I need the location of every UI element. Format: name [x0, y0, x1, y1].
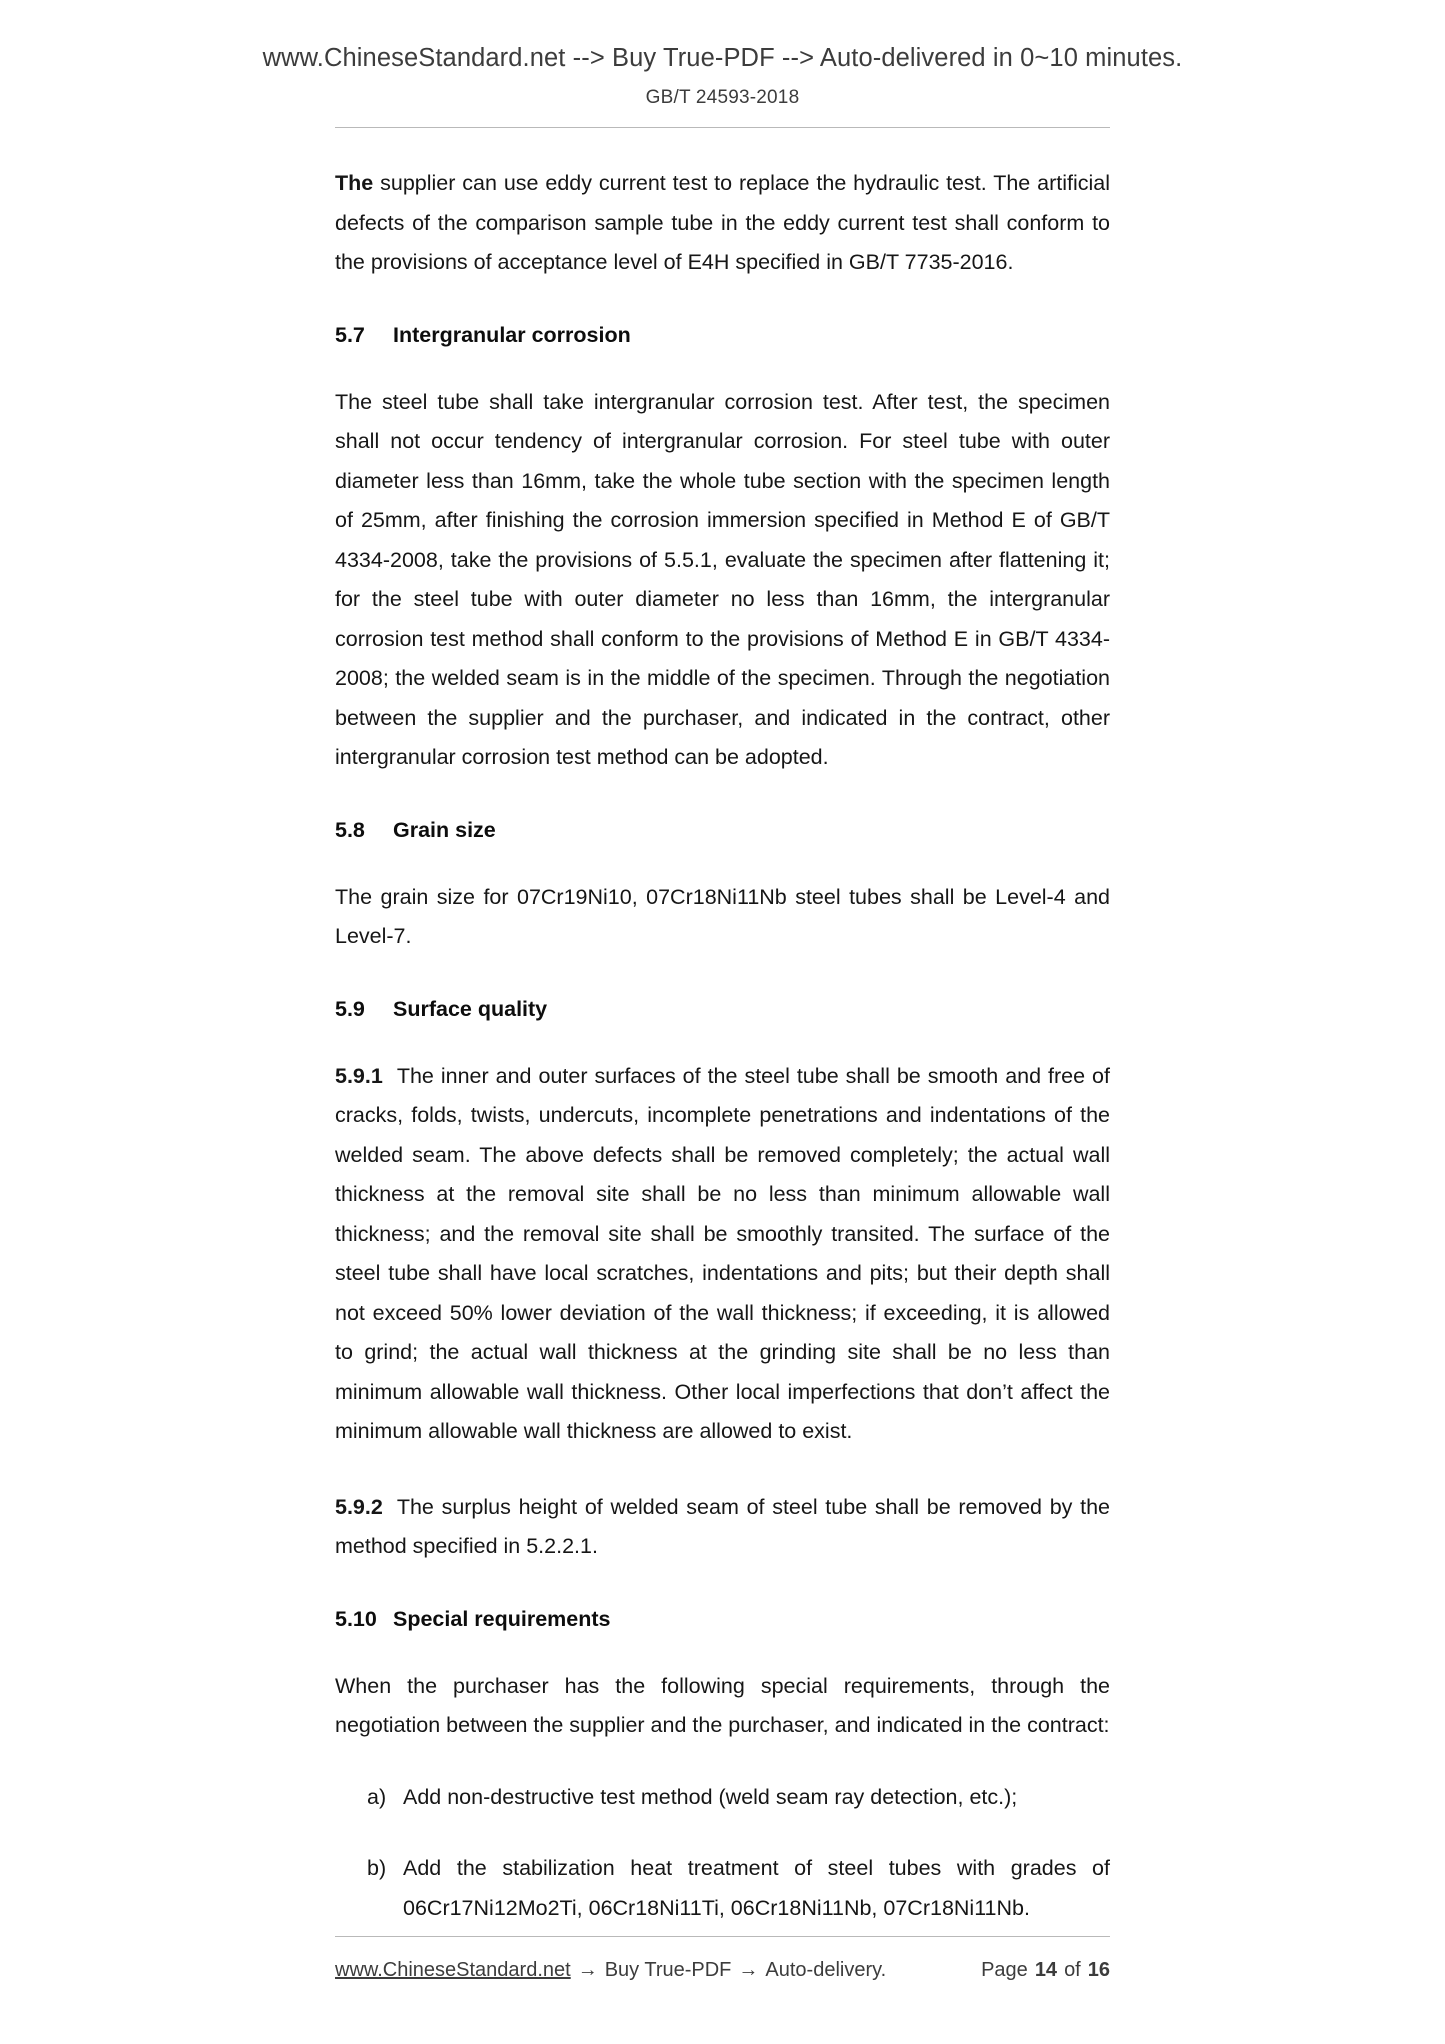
list-item [367, 1778, 1110, 1818]
heading-5-9-title: Surface quality [393, 996, 548, 1021]
clause-5-9-1-text: The inner and outer surfaces of the steel tube shall be smooth and free of cracks, folds, twists, undercuts, incomplete penetrations and indentations of the welded seam. The above defects shall be removed completely; the actual wall thickness at the removal site shall be no less than minimum allowable wall thickness; and the removal site shall be smoothly transited. The surface of the steel tube shall have local scratches, indentations and pits; but their depth shall not exceed 50% lower deviation of the wall thickness; if exceeding, it is allowed to grind; the actual wall thickness at the grinding site shall be no less than minimum allowable wall thickness. Other local imperfections that don’t affect the minimum allowable wall thickness are allowed to exist. [335, 1063, 1110, 1443]
heading-5-7-title: Intergranular corrosion [393, 322, 631, 347]
standard-code: GB/T 24593-2018 [645, 87, 800, 108]
of-label: of [1064, 1959, 1081, 1981]
intro-rest: supplier can use eddy current test to replace the hydraulic test. The artificial defects of the comparison sample tube in the eddy current test shall conform to the provisions of acceptance level of E4H specified in GB/T 7735-2016. [335, 171, 1110, 274]
promo-banner: www.ChineseStandard.net --> Buy True-PDF --> Auto-delivered in 0~10 minutes. [262, 44, 1183, 72]
page-label: Page [981, 1959, 1028, 1981]
heading-5-10-number: 5.10 [335, 1606, 377, 1631]
clause-5-9-2-text: The surplus height of welded seam of steel tube shall be removed by the method specified in 5.2.2.1. [335, 1494, 1110, 1558]
heading-5-9 [335, 993, 1110, 1025]
total-pages: 16 [1087, 1959, 1110, 1981]
heading-5-7-number: 5.7 [335, 322, 365, 347]
heading-5-7 [335, 319, 1110, 351]
list-marker-a: a) [367, 1784, 387, 1809]
page-footer [0, 1936, 1445, 1982]
footer-promo [335, 1959, 947, 1982]
heading-5-8-title: Grain size [393, 817, 496, 842]
heading-5-8 [335, 814, 1110, 846]
footer-site-link[interactable]: www.ChineseStandard.net [335, 1959, 571, 1981]
arrow-right-icon: → [577, 1959, 598, 1981]
heading-5-8-number: 5.8 [335, 817, 365, 842]
list-item [367, 1849, 1110, 1928]
heading-5-10-title: Special requirements [393, 1606, 611, 1631]
page-indicator [947, 1959, 1110, 1982]
footer-delivery-label: Auto-delivery. [765, 1959, 887, 1981]
heading-5-10 [335, 1603, 1110, 1635]
page-content [335, 128, 1110, 1928]
page-number: 14 [1034, 1959, 1058, 1981]
intro-lead-word: The [335, 171, 374, 195]
footer-buy-label: Buy True-PDF [604, 1959, 732, 1981]
paragraph-5-9-2 [335, 1488, 1110, 1567]
intro-paragraph [335, 164, 1110, 283]
list-text-b: Add the stabilization heat treatment of steel tubes with grades of 06Cr17Ni12Mo2Ti, 06Cr18Ni11Ti, 06Cr18Ni11Nb, 07Cr18Ni11Nb. [403, 1856, 1110, 1920]
paragraph-5-8: The grain size for 07Cr19Ni10, 07Cr18Ni11Nb steel tubes shall be Level-4 and Level-7. [335, 884, 1110, 948]
list-text-a: Add non-destructive test method (weld seam ray detection, etc.); [403, 1784, 1018, 1809]
list-marker-b: b) [367, 1856, 387, 1880]
clause-5-9-1-number: 5.9.1 [335, 1063, 383, 1088]
arrow-right-icon: → [738, 1959, 759, 1981]
page-header [0, 0, 1445, 128]
paragraph-5-9-1 [335, 1057, 1110, 1452]
paragraph-5-10-intro: When the purchaser has the following special requirements, through the negotiation between the supplier and the purchaser, and indicated in the contract: [335, 1673, 1110, 1737]
clause-5-9-2-number: 5.9.2 [335, 1494, 383, 1519]
heading-5-9-number: 5.9 [335, 996, 365, 1021]
paragraph-5-7: The steel tube shall take intergranular corrosion test. After test, the specimen shall not occur tendency of intergranular corrosion. For steel tube with outer diameter less than 16mm, take the whole tube section with the specimen length of 25mm, after finishing the corrosion immersion specified in Method E of GB/T 4334-2008, take the provisions of 5.5.1, evaluate the specimen after flattening it; for the steel tube with outer diameter no less than 16mm, the intergranular corrosion test method shall conform to the provisions of Method E in GB/T 4334-2008; the welded seam is in the middle of the specimen. Through the negotiation between the supplier and the purchaser, and indicated in the contract, other intergranular corrosion test method can be adopted. [335, 389, 1110, 769]
